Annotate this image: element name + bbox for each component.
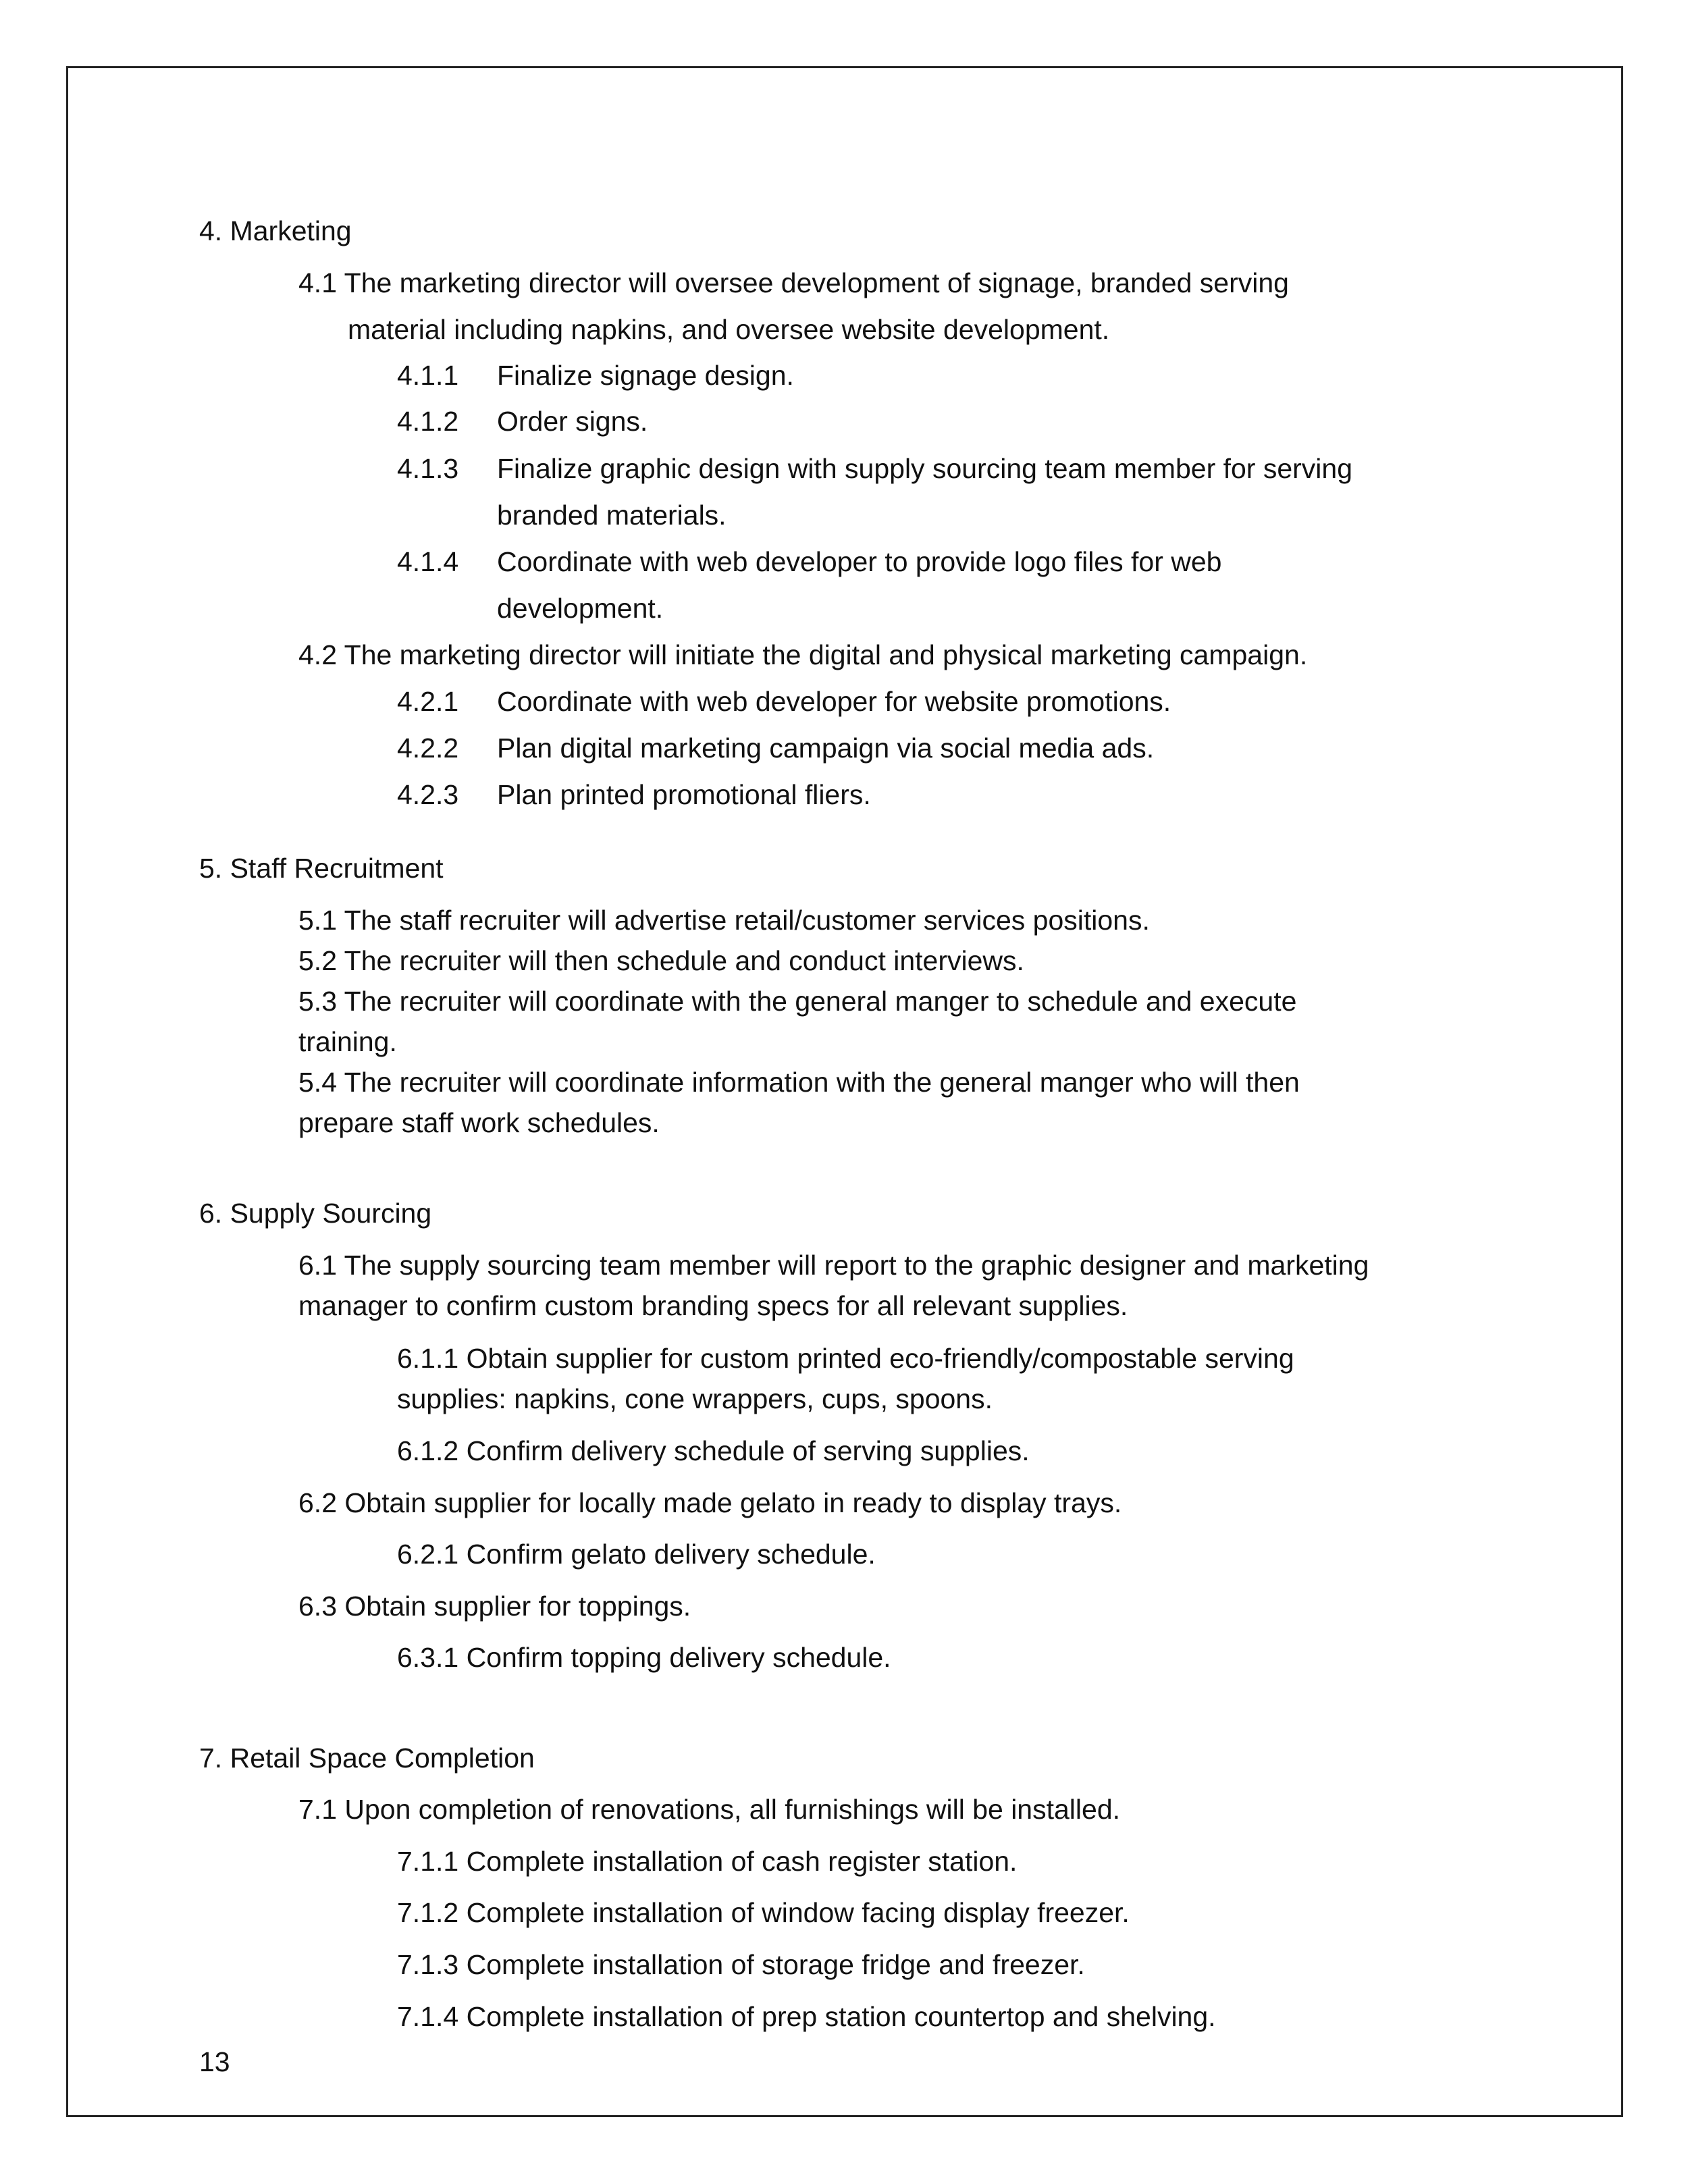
list-item: 6.1.2 Confirm delivery schedule of serving supplies. bbox=[397, 1435, 1030, 1466]
section-heading: 6. Supply Sourcing bbox=[199, 1198, 432, 1229]
list-item-continuation: branded materials. bbox=[497, 500, 727, 531]
list-item: 7.1.2 Complete installation of window facing display freezer. bbox=[397, 1897, 1130, 1928]
section-heading: 7. Retail Space Completion bbox=[199, 1742, 535, 1774]
list-item: Coordinate with web developer for website promotions. bbox=[497, 686, 1171, 717]
list-item-continuation: supplies: napkins, cone wrappers, cups, spoons. bbox=[397, 1383, 993, 1414]
list-item: Plan digital marketing campaign via social media ads. bbox=[497, 733, 1155, 764]
list-item-continuation: manager to confirm custom branding specs for all relevant supplies. bbox=[298, 1290, 1128, 1321]
list-item: 6.3.1 Confirm topping delivery schedule. bbox=[397, 1642, 891, 1673]
list-item: Finalize signage design. bbox=[497, 360, 794, 391]
list-item: 5.2 The recruiter will then schedule and conduct interviews. bbox=[298, 945, 1024, 976]
list-item: 6.2 Obtain supplier for locally made gelato in ready to display trays. bbox=[298, 1487, 1122, 1518]
list-item: 6.2.1 Confirm gelato delivery schedule. bbox=[397, 1539, 876, 1570]
item-number: 4.1.1 bbox=[397, 360, 459, 391]
section-heading: 4. Marketing bbox=[199, 215, 352, 246]
list-item: 5.4 The recruiter will coordinate information with the general manger who will then bbox=[298, 1067, 1300, 1098]
list-item-continuation: training. bbox=[298, 1026, 397, 1057]
list-item: Finalize graphic design with supply sourcing team member for serving bbox=[497, 453, 1353, 484]
list-item: 6.1 The supply sourcing team member will report to the graphic designer and marketing bbox=[298, 1250, 1369, 1281]
list-item: 7.1.3 Complete installation of storage fridge and freezer. bbox=[397, 1949, 1085, 1980]
list-item: Order signs. bbox=[497, 406, 648, 437]
page-number: 13 bbox=[199, 2046, 230, 2077]
list-item-continuation: material including napkins, and oversee website development. bbox=[348, 314, 1110, 345]
section-heading: 5. Staff Recruitment bbox=[199, 853, 444, 884]
list-item-continuation: prepare staff work schedules. bbox=[298, 1107, 660, 1138]
list-item: 4.2 The marketing director will initiate the digital and physical marketing campaign. bbox=[298, 639, 1308, 670]
list-item: 6.3 Obtain supplier for toppings. bbox=[298, 1591, 691, 1622]
item-number: 4.1.4 bbox=[397, 546, 459, 577]
list-item: 7.1 Upon completion of renovations, all furnishings will be installed. bbox=[298, 1794, 1121, 1825]
item-number: 4.1.2 bbox=[397, 406, 459, 437]
item-number: 4.1.3 bbox=[397, 453, 459, 484]
list-item-continuation: development. bbox=[497, 593, 664, 624]
list-item: 4.1 The marketing director will oversee development of signage, branded serving bbox=[298, 267, 1289, 298]
list-item: 6.1.1 Obtain supplier for custom printed eco-friendly/compostable serving bbox=[397, 1343, 1294, 1374]
list-item: 7.1.1 Complete installation of cash register station. bbox=[397, 1846, 1018, 1877]
list-item: 5.1 The staff recruiter will advertise retail/customer services positions. bbox=[298, 905, 1150, 936]
list-item: 7.1.4 Complete installation of prep station countertop and shelving. bbox=[397, 2001, 1216, 2032]
list-item: Coordinate with web developer to provide logo files for web bbox=[497, 546, 1222, 577]
list-item: Plan printed promotional fliers. bbox=[497, 779, 871, 810]
item-number: 4.2.1 bbox=[397, 686, 459, 717]
item-number: 4.2.3 bbox=[397, 779, 459, 810]
list-item: 5.3 The recruiter will coordinate with the general manger to schedule and execute bbox=[298, 986, 1297, 1017]
item-number: 4.2.2 bbox=[397, 733, 459, 764]
